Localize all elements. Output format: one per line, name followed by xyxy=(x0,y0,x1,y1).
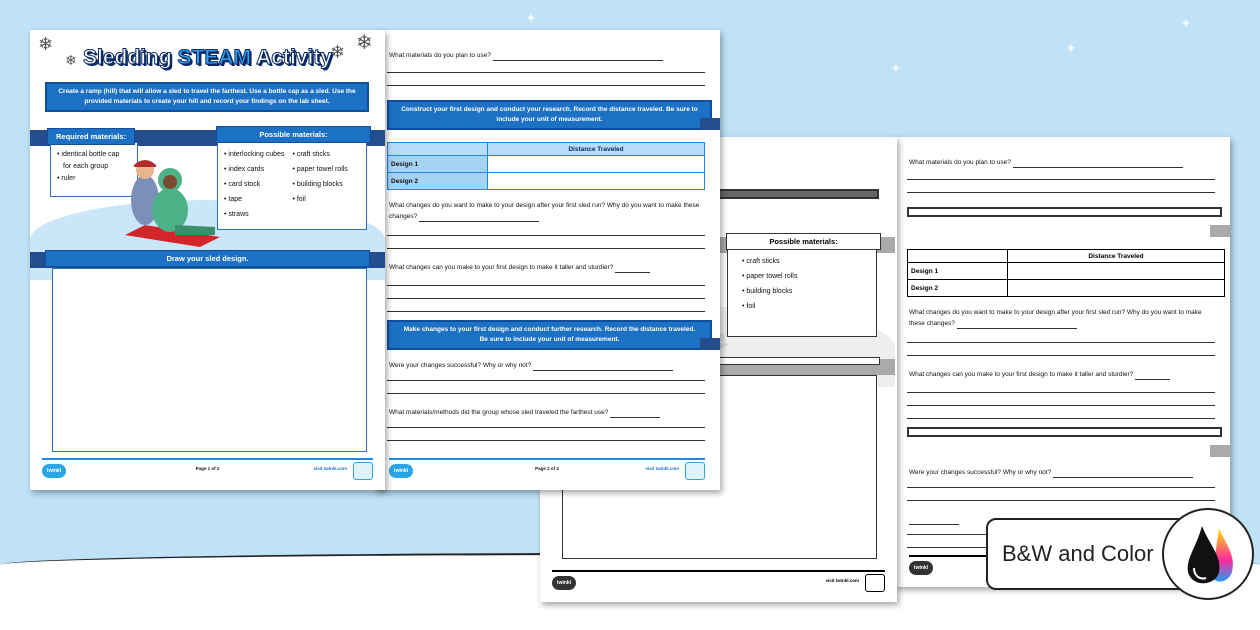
question-successful: Were your changes successful? Why or why not? xyxy=(389,362,532,369)
question-taller: What changes can you make to your first design to make it taller and sturdier? xyxy=(909,371,1134,378)
distance-table xyxy=(907,249,1225,297)
distance-cell[interactable] xyxy=(1008,280,1225,297)
table-header-distance: Distance Traveled xyxy=(488,143,705,156)
question-changes: What changes do you want to make to your design after your first sled run? Why do you want to make these changes? xyxy=(909,309,1202,327)
worksheet-page-2 xyxy=(375,30,720,490)
distance-cell[interactable] xyxy=(488,156,705,173)
question-taller: What changes can you make to your first design to make it taller and sturdier? xyxy=(389,264,614,271)
quality-badge-icon xyxy=(865,574,885,592)
quality-badge-icon xyxy=(685,462,705,480)
research-banner: Construct your first design and conduct your research. Record the distance traveled. Be sure to include your unit of measurement. xyxy=(387,100,712,130)
further-research-banner xyxy=(907,427,1222,437)
twinkl-logo: twinkl xyxy=(552,576,576,590)
page-footer xyxy=(389,458,705,480)
question-successful: Were your changes successful? Why or why not? xyxy=(909,469,1052,476)
page-number: Page 1 of 2 xyxy=(195,466,220,471)
quality-badge-icon xyxy=(353,462,373,480)
page-number: Page 2 of 2 xyxy=(535,466,559,471)
table-header-distance: Distance Traveled xyxy=(1008,250,1225,263)
table-row: Design 2 xyxy=(388,173,705,190)
table-row: Design 1 xyxy=(908,263,1225,280)
table-row: Design 1 xyxy=(388,156,705,173)
required-materials-list: • identical bottle cap for each group • ruler xyxy=(50,142,138,197)
table-row: Design 2 xyxy=(908,280,1225,297)
twinkl-logo: twinkl xyxy=(909,561,933,575)
page-footer xyxy=(552,570,885,592)
snowflake-icon: ❄ xyxy=(38,34,54,54)
worksheet-page-1 xyxy=(30,30,385,490)
snowflake-icon: ❄ xyxy=(330,42,346,62)
badge-label: B&W and Color xyxy=(1002,541,1154,566)
snowflake-icon: ❄ xyxy=(65,52,77,68)
page-footer xyxy=(42,458,373,480)
twinkl-logo: twinkl xyxy=(42,464,66,478)
research-banner xyxy=(907,207,1222,217)
further-research-banner: Make changes to your first design and conduct further research. Record the distance traveled. Be sure to include your unit of measurement. xyxy=(387,320,712,350)
visit-link[interactable]: visit twinkl.com xyxy=(645,466,679,471)
possible-materials-tab: Possible materials: xyxy=(726,233,881,250)
sledding-kids-illustration xyxy=(120,155,230,250)
possible-materials-list: • interlocking cubes • index cards • card stock • tape • straws • craft sticks • paper towel rolls • building blocks • foil xyxy=(217,142,367,230)
page-title: Sledding STEAM Activity xyxy=(83,46,332,69)
question-materials: What materials do you plan to use? xyxy=(389,52,491,59)
question-farthest: What materials/methods did the group whose sled traveled the farthest use? xyxy=(389,409,609,416)
question-changes: What changes do you want to make to your design after your first sled run? Why do you want to make these changes? xyxy=(389,202,700,220)
ink-drops-icon xyxy=(1162,508,1254,600)
possible-materials-tab: Possible materials: xyxy=(216,126,371,143)
snowflake-icon: ✦ xyxy=(1180,15,1192,31)
possible-materials-list: • craft sticks • paper towel rolls • building blocks • foil xyxy=(727,249,877,337)
visit-link[interactable]: visit twinkl.com xyxy=(313,466,347,471)
required-materials-tab: Required materials: xyxy=(47,128,135,145)
snowflake-icon: ✦ xyxy=(890,60,902,76)
drawing-area[interactable] xyxy=(52,268,367,452)
distance-table xyxy=(387,142,705,190)
snowflake-icon: ❄ xyxy=(356,32,373,54)
distance-cell[interactable] xyxy=(488,173,705,190)
snowflake-icon: ✦ xyxy=(1065,40,1077,56)
visit-link[interactable]: visit twinkl.com xyxy=(825,578,859,583)
distance-cell[interactable] xyxy=(1008,263,1225,280)
draw-design-tab: Draw your sled design. xyxy=(45,250,370,267)
twinkl-logo: twinkl xyxy=(389,464,413,478)
question-materials: What materials do you plan to use? xyxy=(909,159,1011,166)
snowflake-icon: ✦ xyxy=(525,10,537,26)
instructions-box: Create a ramp (hill) that will allow a sled to travel the farthest. Use a bottle cap as a sled. Use the provided materials to create your hill and record your findings on the lab sheet. xyxy=(45,82,369,112)
